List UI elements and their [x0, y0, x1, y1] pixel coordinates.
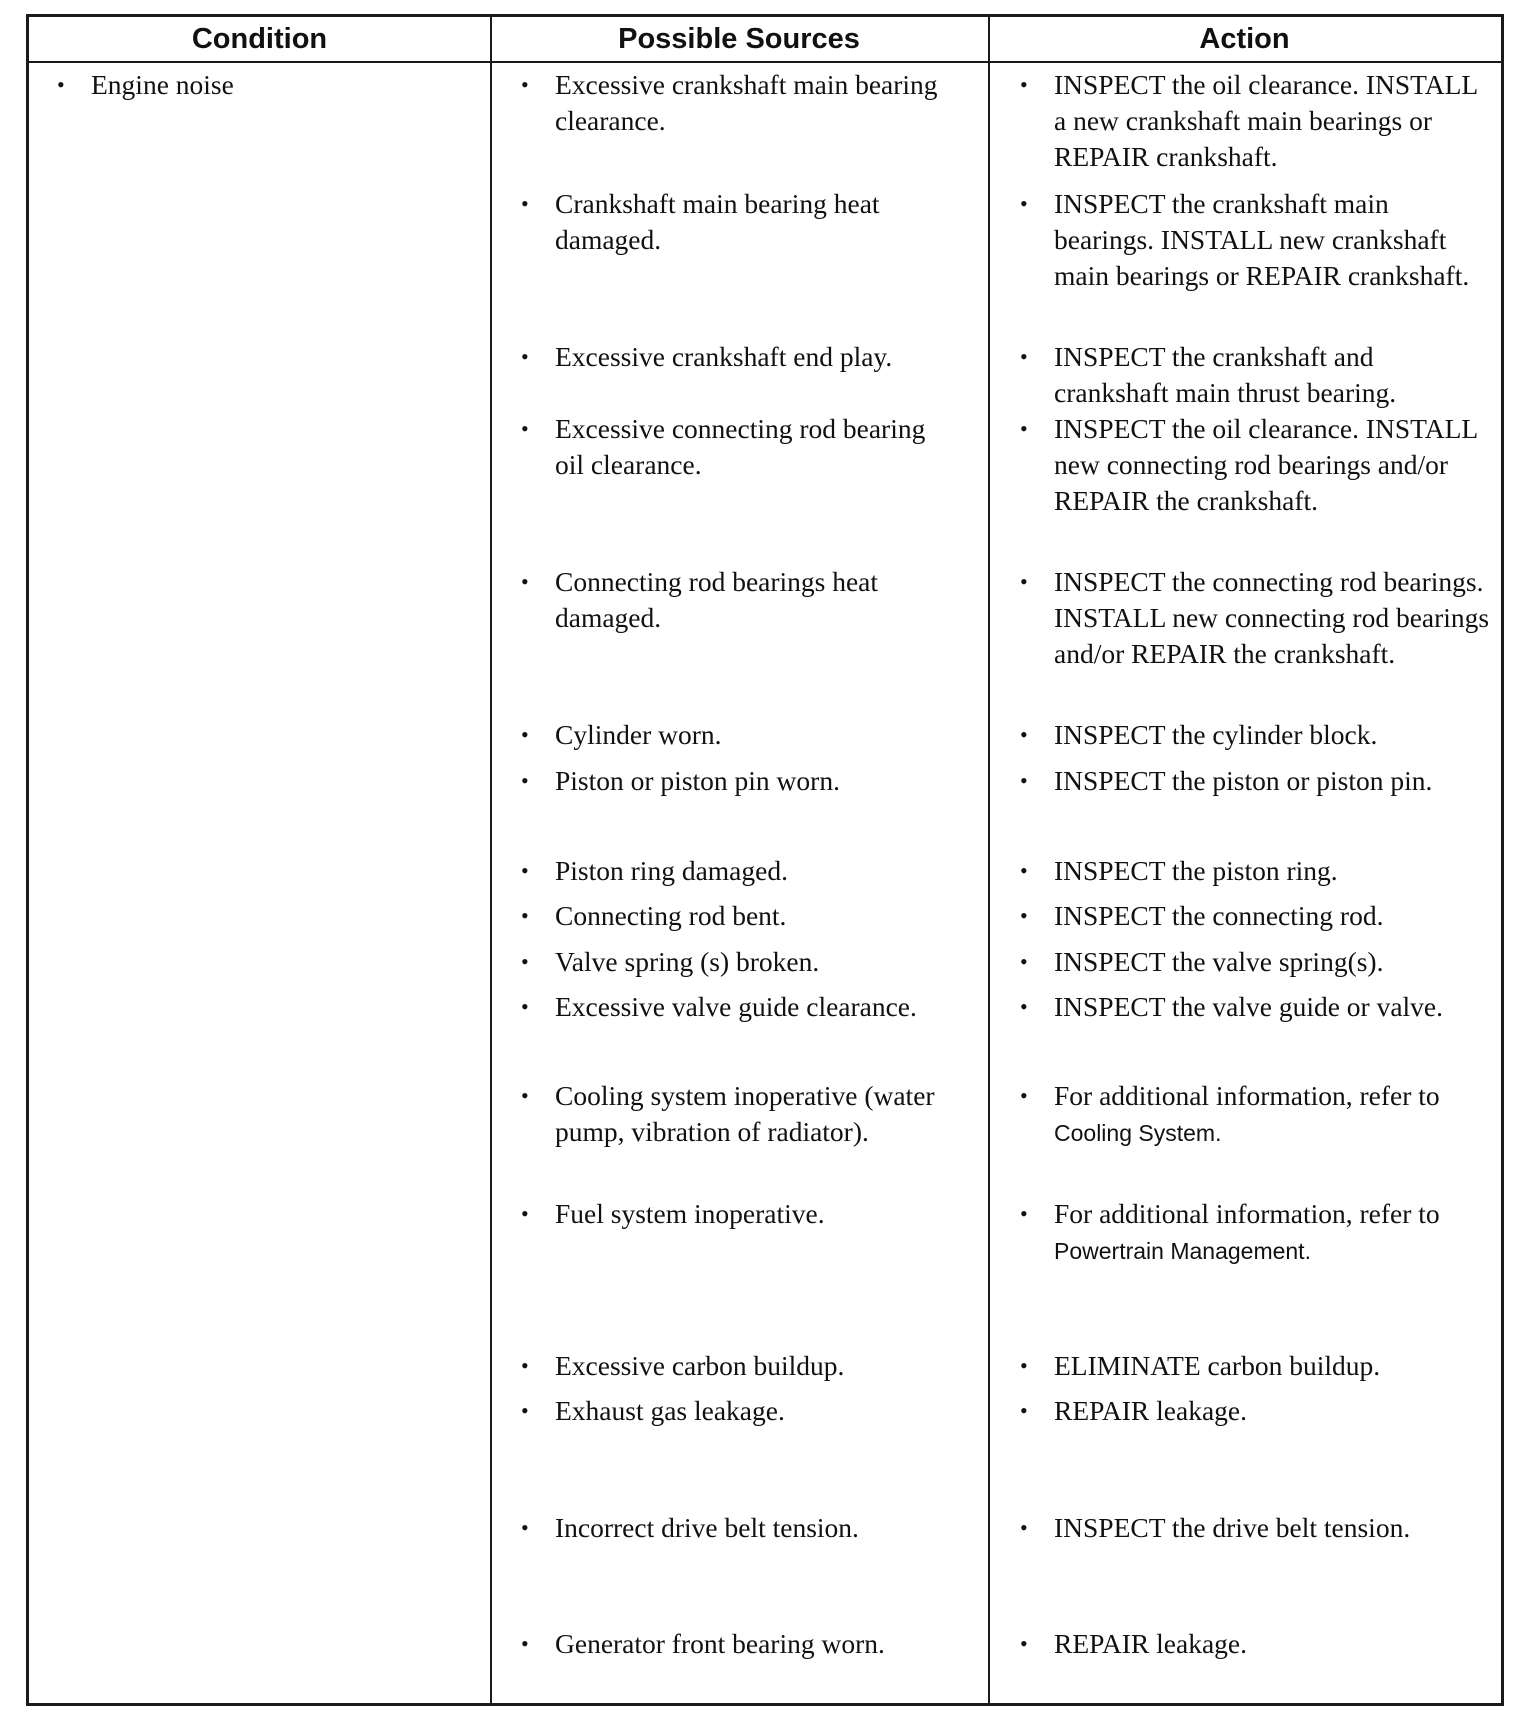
- source-text: Excessive crankshaft end play.: [555, 341, 893, 372]
- action-body: INSPECT the piston ring.: [1054, 855, 1338, 886]
- bullet: •: [1020, 722, 1028, 747]
- action-text: [1020, 853, 1490, 889]
- source-text: Connecting rod bent.: [555, 900, 787, 931]
- source-cell: [521, 853, 961, 889]
- source-text: Crankshaft main bearing heat damaged.: [555, 188, 880, 255]
- action-text: [1020, 564, 1490, 672]
- header-action: Action: [1199, 23, 1290, 55]
- action-cell: [1020, 411, 1490, 519]
- bullet: •: [1020, 903, 1028, 928]
- action-cell: [1020, 1348, 1490, 1384]
- source-text: Cylinder worn.: [555, 719, 722, 750]
- action-text: [1020, 67, 1490, 175]
- action-body: REPAIR leakage.: [1054, 1395, 1247, 1426]
- action-reference: Cooling System.: [1054, 1120, 1222, 1146]
- bullet: •: [521, 191, 529, 216]
- action-cell: [1020, 853, 1490, 889]
- action-body: For additional information, refer to: [1054, 1198, 1440, 1229]
- column-divider: [490, 17, 492, 1703]
- bullet: •: [1020, 569, 1028, 594]
- bullet: •: [521, 1353, 529, 1378]
- source-cell: [521, 1393, 961, 1429]
- source-cell: [521, 1196, 961, 1232]
- action-body: INSPECT the cylinder block.: [1054, 719, 1378, 750]
- header-possible-sources: Possible Sources: [618, 23, 860, 55]
- condition-text: Engine noise: [91, 69, 234, 100]
- bullet: •: [1020, 768, 1028, 793]
- action-body: INSPECT the connecting rod.: [1054, 900, 1384, 931]
- bullet: •: [57, 72, 65, 97]
- action-body: INSPECT the piston or piston pin.: [1054, 765, 1433, 796]
- source-cell: [521, 411, 961, 483]
- action-body: INSPECT the crankshaft and crankshaft main thrust bearing.: [1054, 341, 1397, 408]
- source-cell: [521, 989, 961, 1025]
- bullet: •: [521, 994, 529, 1019]
- action-reference: Powertrain Management.: [1054, 1238, 1311, 1264]
- source-cell: [521, 564, 961, 636]
- bullet: •: [1020, 1353, 1028, 1378]
- action-body: INSPECT the crankshaft main bearings. INSTALL new crankshaft main bearings or REPAIR crankshaft.: [1054, 188, 1470, 291]
- action-text: [1020, 898, 1490, 934]
- bullet: •: [521, 949, 529, 974]
- source-text: Excessive carbon buildup.: [555, 1350, 845, 1381]
- action-body: INSPECT the valve spring(s).: [1054, 946, 1384, 977]
- bullet: •: [521, 1398, 529, 1423]
- action-body: INSPECT the drive belt tension.: [1054, 1512, 1411, 1543]
- action-cell: [1020, 989, 1490, 1025]
- action-text: [1020, 1393, 1490, 1429]
- action-text: [1020, 717, 1490, 753]
- bullet: •: [521, 416, 529, 441]
- source-cell: [521, 944, 961, 980]
- action-text: [1020, 944, 1490, 980]
- column-divider: [988, 17, 990, 1703]
- bullet: •: [1020, 416, 1028, 441]
- bullet: •: [1020, 344, 1028, 369]
- bullet: •: [521, 858, 529, 883]
- action-body: INSPECT the connecting rod bearings. INSTALL new connecting rod bearings and/or REPAIR the crankshaft.: [1054, 566, 1490, 669]
- action-text: [1020, 1510, 1490, 1546]
- bullet: •: [1020, 1515, 1028, 1540]
- action-cell: [1020, 898, 1490, 934]
- action-cell: [1020, 717, 1490, 753]
- condition-cell: [57, 67, 477, 103]
- source-text: Incorrect drive belt tension.: [555, 1512, 859, 1543]
- header-divider: [29, 61, 1501, 63]
- action-text: [1020, 1196, 1490, 1269]
- action-cell: [1020, 944, 1490, 980]
- action-cell: [1020, 1078, 1490, 1151]
- action-text: [1020, 1078, 1490, 1151]
- bullet: •: [521, 569, 529, 594]
- action-cell: [1020, 1196, 1490, 1269]
- action-text: [1020, 1626, 1490, 1662]
- action-body: REPAIR leakage.: [1054, 1628, 1247, 1659]
- action-body: For additional information, refer to: [1054, 1080, 1440, 1111]
- diagnostic-table: [26, 14, 1504, 1706]
- action-text: [1020, 339, 1490, 411]
- action-body: INSPECT the oil clearance. INSTALL new connecting rod bearings and/or REPAIR the crankshaft.: [1054, 413, 1478, 516]
- bullet: •: [521, 903, 529, 928]
- source-cell: [521, 898, 961, 934]
- source-text: Valve spring (s) broken.: [555, 946, 820, 977]
- source-cell: [521, 763, 961, 799]
- action-cell: [1020, 339, 1490, 411]
- action-cell: [1020, 564, 1490, 672]
- source-cell: [521, 339, 961, 375]
- source-cell: [521, 1348, 961, 1384]
- bullet: •: [521, 1631, 529, 1656]
- action-text: [1020, 1348, 1490, 1384]
- action-cell: [1020, 1393, 1490, 1429]
- bullet: •: [521, 768, 529, 793]
- source-cell: [521, 1626, 961, 1662]
- source-text: Excessive connecting rod bearing oil clearance.: [555, 413, 926, 480]
- action-cell: [1020, 186, 1490, 294]
- bullet: •: [1020, 191, 1028, 216]
- action-text: [1020, 186, 1490, 294]
- bullet: •: [1020, 994, 1028, 1019]
- source-cell: [521, 186, 961, 258]
- action-cell: [1020, 67, 1490, 175]
- action-text: [1020, 989, 1490, 1025]
- bullet: •: [1020, 1398, 1028, 1423]
- action-text: [1020, 763, 1490, 799]
- action-cell: [1020, 1510, 1490, 1546]
- bullet: •: [1020, 72, 1028, 97]
- source-text: Generator front bearing worn.: [555, 1628, 885, 1659]
- action-text: [1020, 411, 1490, 519]
- bullet: •: [1020, 949, 1028, 974]
- bullet: •: [1020, 858, 1028, 883]
- source-text: Cooling system inoperative (water pump, vibration of radiator).: [555, 1080, 935, 1147]
- header-condition: Condition: [191, 23, 328, 55]
- bullet: •: [521, 722, 529, 747]
- action-body: ELIMINATE carbon buildup.: [1054, 1350, 1381, 1381]
- bullet: •: [1020, 1201, 1028, 1226]
- source-text: Piston or piston pin worn.: [555, 765, 840, 796]
- source-text: Fuel system inoperative.: [555, 1198, 825, 1229]
- bullet: •: [521, 344, 529, 369]
- bullet: •: [521, 1083, 529, 1108]
- source-cell: [521, 1078, 961, 1150]
- action-body: INSPECT the oil clearance. INSTALL a new crankshaft main bearings or REPAIR crankshaft.: [1054, 69, 1478, 172]
- bullet: •: [521, 72, 529, 97]
- source-cell: [521, 717, 961, 753]
- source-text: Excessive crankshaft main bearing clearance.: [555, 69, 938, 136]
- bullet: •: [1020, 1631, 1028, 1656]
- bullet: •: [521, 1201, 529, 1226]
- bullet: •: [521, 1515, 529, 1540]
- bullet: •: [1020, 1083, 1028, 1108]
- source-text: Exhaust gas leakage.: [555, 1395, 785, 1426]
- source-cell: [521, 1510, 961, 1546]
- source-text: Excessive valve guide clearance.: [555, 991, 917, 1022]
- source-cell: [521, 67, 961, 139]
- action-cell: [1020, 763, 1490, 799]
- action-body: INSPECT the valve guide or valve.: [1054, 991, 1444, 1022]
- action-cell: [1020, 1626, 1490, 1662]
- source-text: Connecting rod bearings heat damaged.: [555, 566, 879, 633]
- source-text: Piston ring damaged.: [555, 855, 788, 886]
